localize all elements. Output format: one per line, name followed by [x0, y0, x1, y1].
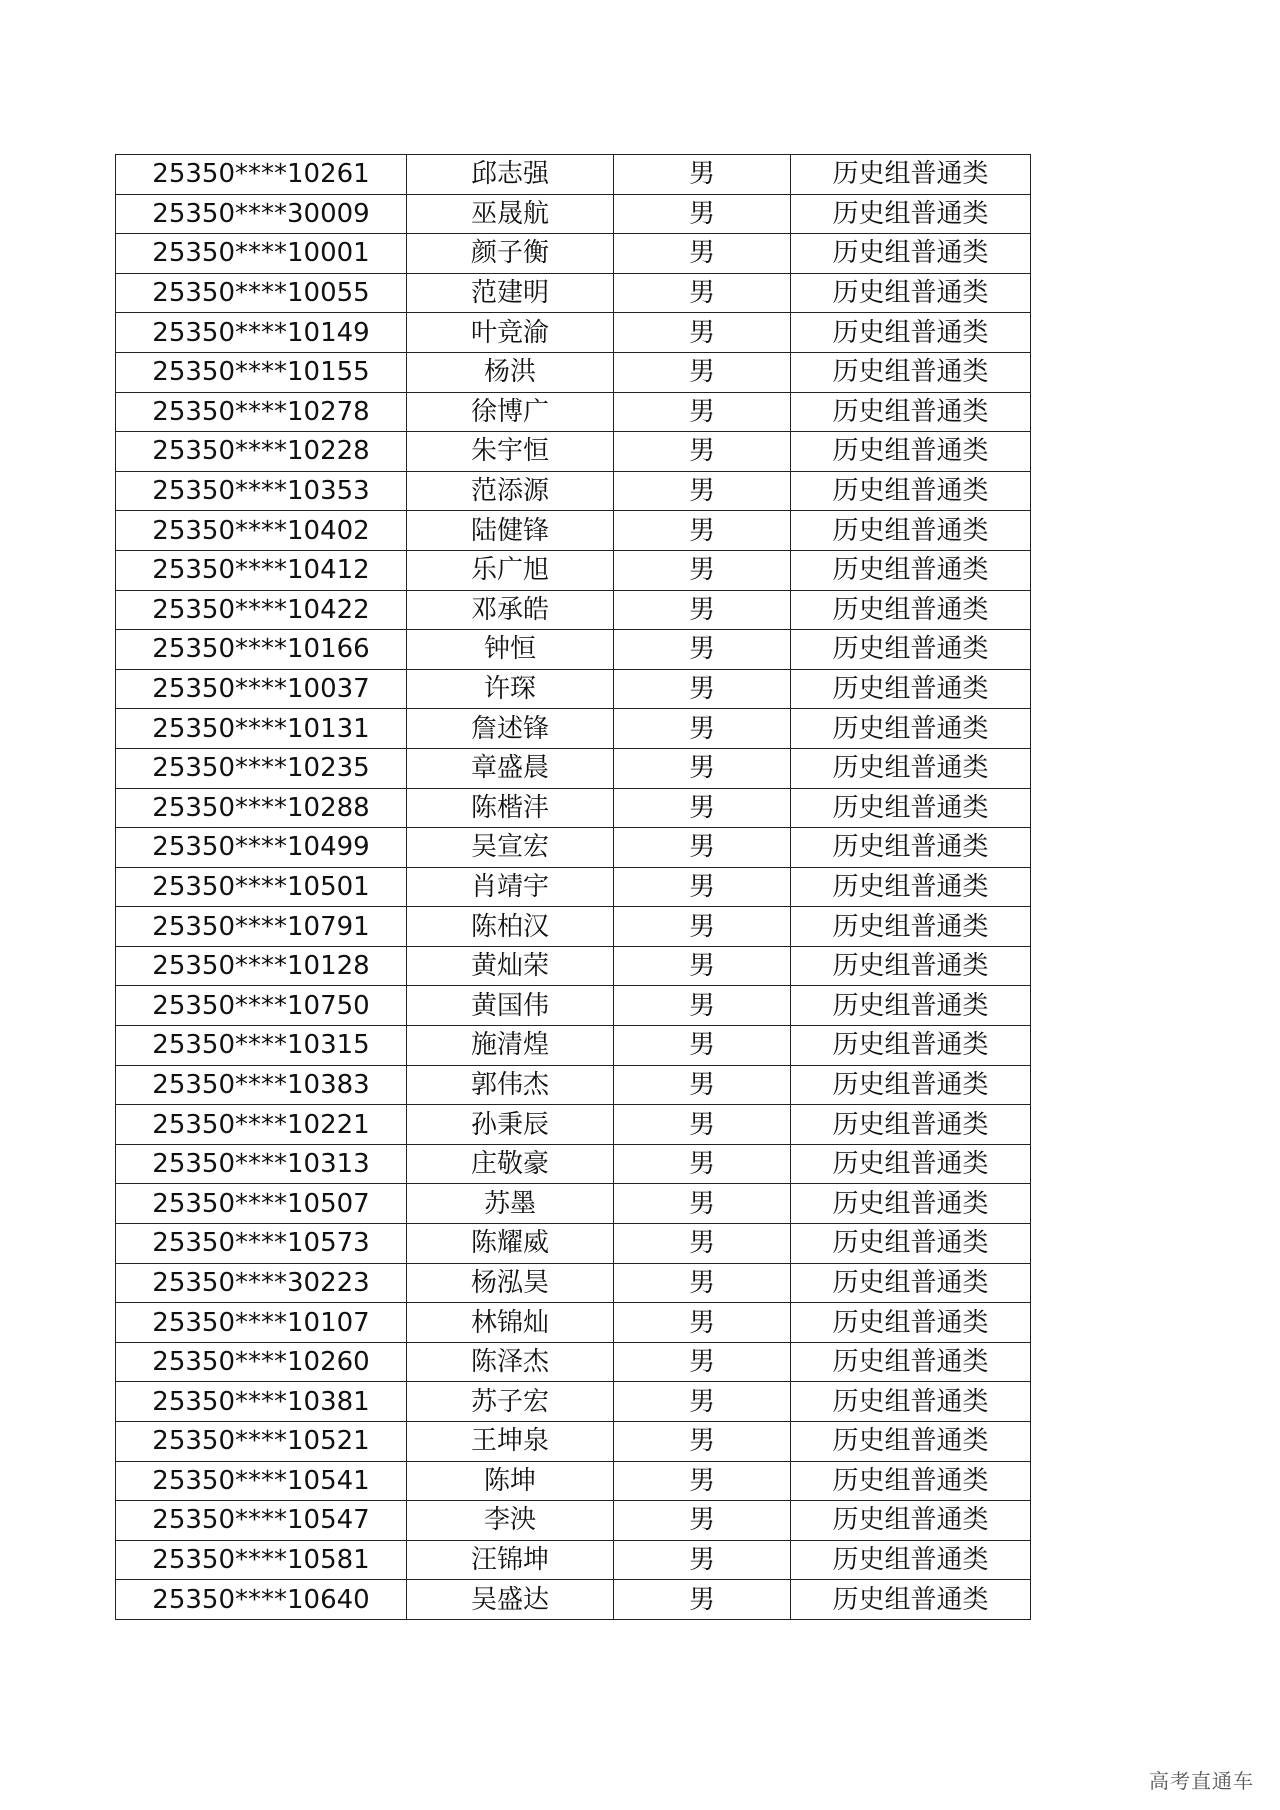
- student-name-cell: 吴盛达: [407, 1580, 614, 1620]
- student-name-cell: 黄灿荣: [407, 946, 614, 986]
- candidate-id-cell: 25350****10383: [116, 1065, 407, 1105]
- table-row: [116, 1065, 1031, 1105]
- candidate-id-cell: 25350****10037: [116, 669, 407, 709]
- gender-cell: 男: [614, 828, 791, 868]
- gender-cell: 男: [614, 313, 791, 353]
- gender-cell: 男: [614, 946, 791, 986]
- gender-cell: 男: [614, 155, 791, 195]
- student-name-cell: 范建明: [407, 273, 614, 313]
- student-name-cell: 陈柏汉: [407, 907, 614, 947]
- table-row: [116, 352, 1031, 392]
- category-cell: 历史组普通类: [791, 194, 1031, 234]
- category-cell: 历史组普通类: [791, 1540, 1031, 1580]
- gender-cell: 男: [614, 709, 791, 749]
- category-cell: 历史组普通类: [791, 1026, 1031, 1066]
- category-cell: 历史组普通类: [791, 392, 1031, 432]
- table-row: [116, 1342, 1031, 1382]
- table-row: [116, 1026, 1031, 1066]
- table-row: [116, 1184, 1031, 1224]
- table-row: [116, 1382, 1031, 1422]
- gender-cell: 男: [614, 1342, 791, 1382]
- gender-cell: 男: [614, 867, 791, 907]
- candidate-id-cell: 25350****10260: [116, 1342, 407, 1382]
- category-cell: 历史组普通类: [791, 907, 1031, 947]
- gender-cell: 男: [614, 590, 791, 630]
- candidate-id-cell: 25350****10750: [116, 986, 407, 1026]
- gender-cell: 男: [614, 1382, 791, 1422]
- table-row: [116, 1580, 1031, 1620]
- category-cell: 历史组普通类: [791, 630, 1031, 670]
- student-name-cell: 李泱: [407, 1501, 614, 1541]
- table-row: [116, 828, 1031, 868]
- candidate-id-cell: 25350****10166: [116, 630, 407, 670]
- table-row: [116, 471, 1031, 511]
- category-cell: 历史组普通类: [791, 1263, 1031, 1303]
- student-name-cell: 林锦灿: [407, 1303, 614, 1343]
- student-name-cell: 陈楷沣: [407, 788, 614, 828]
- table-row: [116, 194, 1031, 234]
- student-name-cell: 庄敬豪: [407, 1144, 614, 1184]
- gender-cell: 男: [614, 1026, 791, 1066]
- category-cell: 历史组普通类: [791, 471, 1031, 511]
- student-name-cell: 陈坤: [407, 1461, 614, 1501]
- gender-cell: 男: [614, 986, 791, 1026]
- category-cell: 历史组普通类: [791, 432, 1031, 472]
- table-row: [116, 511, 1031, 551]
- category-cell: 历史组普通类: [791, 1382, 1031, 1422]
- gender-cell: 男: [614, 788, 791, 828]
- candidate-id-cell: 25350****10155: [116, 352, 407, 392]
- student-name-cell: 乐广旭: [407, 550, 614, 590]
- student-name-cell: 汪锦坤: [407, 1540, 614, 1580]
- candidate-id-cell: 25350****10288: [116, 788, 407, 828]
- category-cell: 历史组普通类: [791, 234, 1031, 274]
- candidate-id-cell: 25350****10501: [116, 867, 407, 907]
- gender-cell: 男: [614, 1144, 791, 1184]
- category-cell: 历史组普通类: [791, 1105, 1031, 1145]
- student-name-cell: 邱志强: [407, 155, 614, 195]
- category-cell: 历史组普通类: [791, 1144, 1031, 1184]
- gender-cell: 男: [614, 1263, 791, 1303]
- table-row: [116, 748, 1031, 788]
- gender-cell: 男: [614, 471, 791, 511]
- category-cell: 历史组普通类: [791, 1184, 1031, 1224]
- table-row: [116, 550, 1031, 590]
- table-row: [116, 273, 1031, 313]
- category-cell: 历史组普通类: [791, 1461, 1031, 1501]
- candidate-id-cell: 25350****10131: [116, 709, 407, 749]
- category-cell: 历史组普通类: [791, 1065, 1031, 1105]
- category-cell: 历史组普通类: [791, 748, 1031, 788]
- gender-cell: 男: [614, 273, 791, 313]
- candidate-id-cell: 25350****10381: [116, 1382, 407, 1422]
- gender-cell: 男: [614, 1422, 791, 1462]
- category-cell: 历史组普通类: [791, 1422, 1031, 1462]
- table-row: [116, 867, 1031, 907]
- category-cell: 历史组普通类: [791, 946, 1031, 986]
- category-cell: 历史组普通类: [791, 867, 1031, 907]
- category-cell: 历史组普通类: [791, 828, 1031, 868]
- candidate-id-cell: 25350****10402: [116, 511, 407, 551]
- table-row: [116, 1144, 1031, 1184]
- candidate-id-cell: 25350****10261: [116, 155, 407, 195]
- table-row: [116, 788, 1031, 828]
- gender-cell: 男: [614, 1065, 791, 1105]
- candidate-id-cell: 25350****10278: [116, 392, 407, 432]
- table-row: [116, 392, 1031, 432]
- candidate-id-cell: 25350****10128: [116, 946, 407, 986]
- category-cell: 历史组普通类: [791, 788, 1031, 828]
- candidate-id-cell: 25350****10055: [116, 273, 407, 313]
- gender-cell: 男: [614, 1461, 791, 1501]
- gender-cell: 男: [614, 550, 791, 590]
- category-cell: 历史组普通类: [791, 1224, 1031, 1264]
- table-row: [116, 1224, 1031, 1264]
- student-name-cell: 吴宣宏: [407, 828, 614, 868]
- watermark-text: 高考直通车: [1149, 1769, 1254, 1793]
- gender-cell: 男: [614, 392, 791, 432]
- candidate-id-cell: 25350****10521: [116, 1422, 407, 1462]
- student-name-cell: 巫晟航: [407, 194, 614, 234]
- candidate-id-cell: 25350****10001: [116, 234, 407, 274]
- student-name-cell: 叶竞渝: [407, 313, 614, 353]
- gender-cell: 男: [614, 194, 791, 234]
- category-cell: 历史组普通类: [791, 590, 1031, 630]
- student-name-cell: 詹述锋: [407, 709, 614, 749]
- gender-cell: 男: [614, 669, 791, 709]
- gender-cell: 男: [614, 630, 791, 670]
- student-name-cell: 徐博广: [407, 392, 614, 432]
- category-cell: 历史组普通类: [791, 986, 1031, 1026]
- student-name-cell: 陆健锋: [407, 511, 614, 551]
- gender-cell: 男: [614, 1224, 791, 1264]
- table-row: [116, 313, 1031, 353]
- candidate-id-cell: 25350****10149: [116, 313, 407, 353]
- student-name-cell: 施清煌: [407, 1026, 614, 1066]
- student-name-cell: 朱宇恒: [407, 432, 614, 472]
- gender-cell: 男: [614, 1540, 791, 1580]
- table-row: [116, 946, 1031, 986]
- table-row: [116, 1422, 1031, 1462]
- student-name-cell: 肖靖宇: [407, 867, 614, 907]
- candidate-id-cell: 25350****30009: [116, 194, 407, 234]
- category-cell: 历史组普通类: [791, 1342, 1031, 1382]
- student-name-cell: 颜子衡: [407, 234, 614, 274]
- table-row: [116, 1501, 1031, 1541]
- table-row: [116, 155, 1031, 195]
- table-row: [116, 590, 1031, 630]
- candidate-id-cell: 25350****10221: [116, 1105, 407, 1145]
- table-row: [116, 1540, 1031, 1580]
- candidate-id-cell: 25350****10507: [116, 1184, 407, 1224]
- table-row: [116, 709, 1031, 749]
- candidate-id-cell: 25350****10235: [116, 748, 407, 788]
- category-cell: 历史组普通类: [791, 511, 1031, 551]
- gender-cell: 男: [614, 1105, 791, 1145]
- candidate-id-cell: 25350****10107: [116, 1303, 407, 1343]
- student-name-cell: 王坤泉: [407, 1422, 614, 1462]
- category-cell: 历史组普通类: [791, 550, 1031, 590]
- gender-cell: 男: [614, 1184, 791, 1224]
- candidate-id-cell: 25350****10581: [116, 1540, 407, 1580]
- category-cell: 历史组普通类: [791, 669, 1031, 709]
- student-name-cell: 郭伟杰: [407, 1065, 614, 1105]
- student-name-cell: 孙秉辰: [407, 1105, 614, 1145]
- table-row: [116, 432, 1031, 472]
- table-row: [116, 1105, 1031, 1145]
- candidate-id-cell: 25350****10422: [116, 590, 407, 630]
- student-list-table: [115, 154, 1031, 1620]
- candidate-id-cell: 25350****10640: [116, 1580, 407, 1620]
- candidate-id-cell: 25350****10412: [116, 550, 407, 590]
- candidate-id-cell: 25350****10313: [116, 1144, 407, 1184]
- category-cell: 历史组普通类: [791, 1303, 1031, 1343]
- table-body: [116, 155, 1031, 1620]
- student-name-cell: 范添源: [407, 471, 614, 511]
- student-name-cell: 陈泽杰: [407, 1342, 614, 1382]
- gender-cell: 男: [614, 1580, 791, 1620]
- category-cell: 历史组普通类: [791, 709, 1031, 749]
- table-row: [116, 907, 1031, 947]
- gender-cell: 男: [614, 432, 791, 472]
- student-name-cell: 杨泓昊: [407, 1263, 614, 1303]
- table-row: [116, 669, 1031, 709]
- table-row: [116, 1461, 1031, 1501]
- category-cell: 历史组普通类: [791, 1501, 1031, 1541]
- category-cell: 历史组普通类: [791, 1580, 1031, 1620]
- student-name-cell: 许琛: [407, 669, 614, 709]
- candidate-id-cell: 25350****10228: [116, 432, 407, 472]
- student-name-cell: 邓承皓: [407, 590, 614, 630]
- category-cell: 历史组普通类: [791, 155, 1031, 195]
- gender-cell: 男: [614, 1501, 791, 1541]
- table-row: [116, 1263, 1031, 1303]
- student-name-cell: 苏墨: [407, 1184, 614, 1224]
- student-name-cell: 黄国伟: [407, 986, 614, 1026]
- table-row: [116, 1303, 1031, 1343]
- gender-cell: 男: [614, 352, 791, 392]
- student-name-cell: 苏子宏: [407, 1382, 614, 1422]
- student-name-cell: 陈耀威: [407, 1224, 614, 1264]
- candidate-id-cell: 25350****10353: [116, 471, 407, 511]
- gender-cell: 男: [614, 511, 791, 551]
- gender-cell: 男: [614, 748, 791, 788]
- candidate-id-cell: 25350****30223: [116, 1263, 407, 1303]
- category-cell: 历史组普通类: [791, 273, 1031, 313]
- candidate-id-cell: 25350****10541: [116, 1461, 407, 1501]
- table-row: [116, 234, 1031, 274]
- category-cell: 历史组普通类: [791, 313, 1031, 353]
- table-row: [116, 986, 1031, 1026]
- student-name-cell: 章盛晨: [407, 748, 614, 788]
- candidate-id-cell: 25350****10547: [116, 1501, 407, 1541]
- candidate-id-cell: 25350****10791: [116, 907, 407, 947]
- table-row: [116, 630, 1031, 670]
- candidate-id-cell: 25350****10499: [116, 828, 407, 868]
- gender-cell: 男: [614, 907, 791, 947]
- gender-cell: 男: [614, 1303, 791, 1343]
- candidate-id-cell: 25350****10315: [116, 1026, 407, 1066]
- student-name-cell: 杨洪: [407, 352, 614, 392]
- category-cell: 历史组普通类: [791, 352, 1031, 392]
- student-name-cell: 钟恒: [407, 630, 614, 670]
- gender-cell: 男: [614, 234, 791, 274]
- candidate-id-cell: 25350****10573: [116, 1224, 407, 1264]
